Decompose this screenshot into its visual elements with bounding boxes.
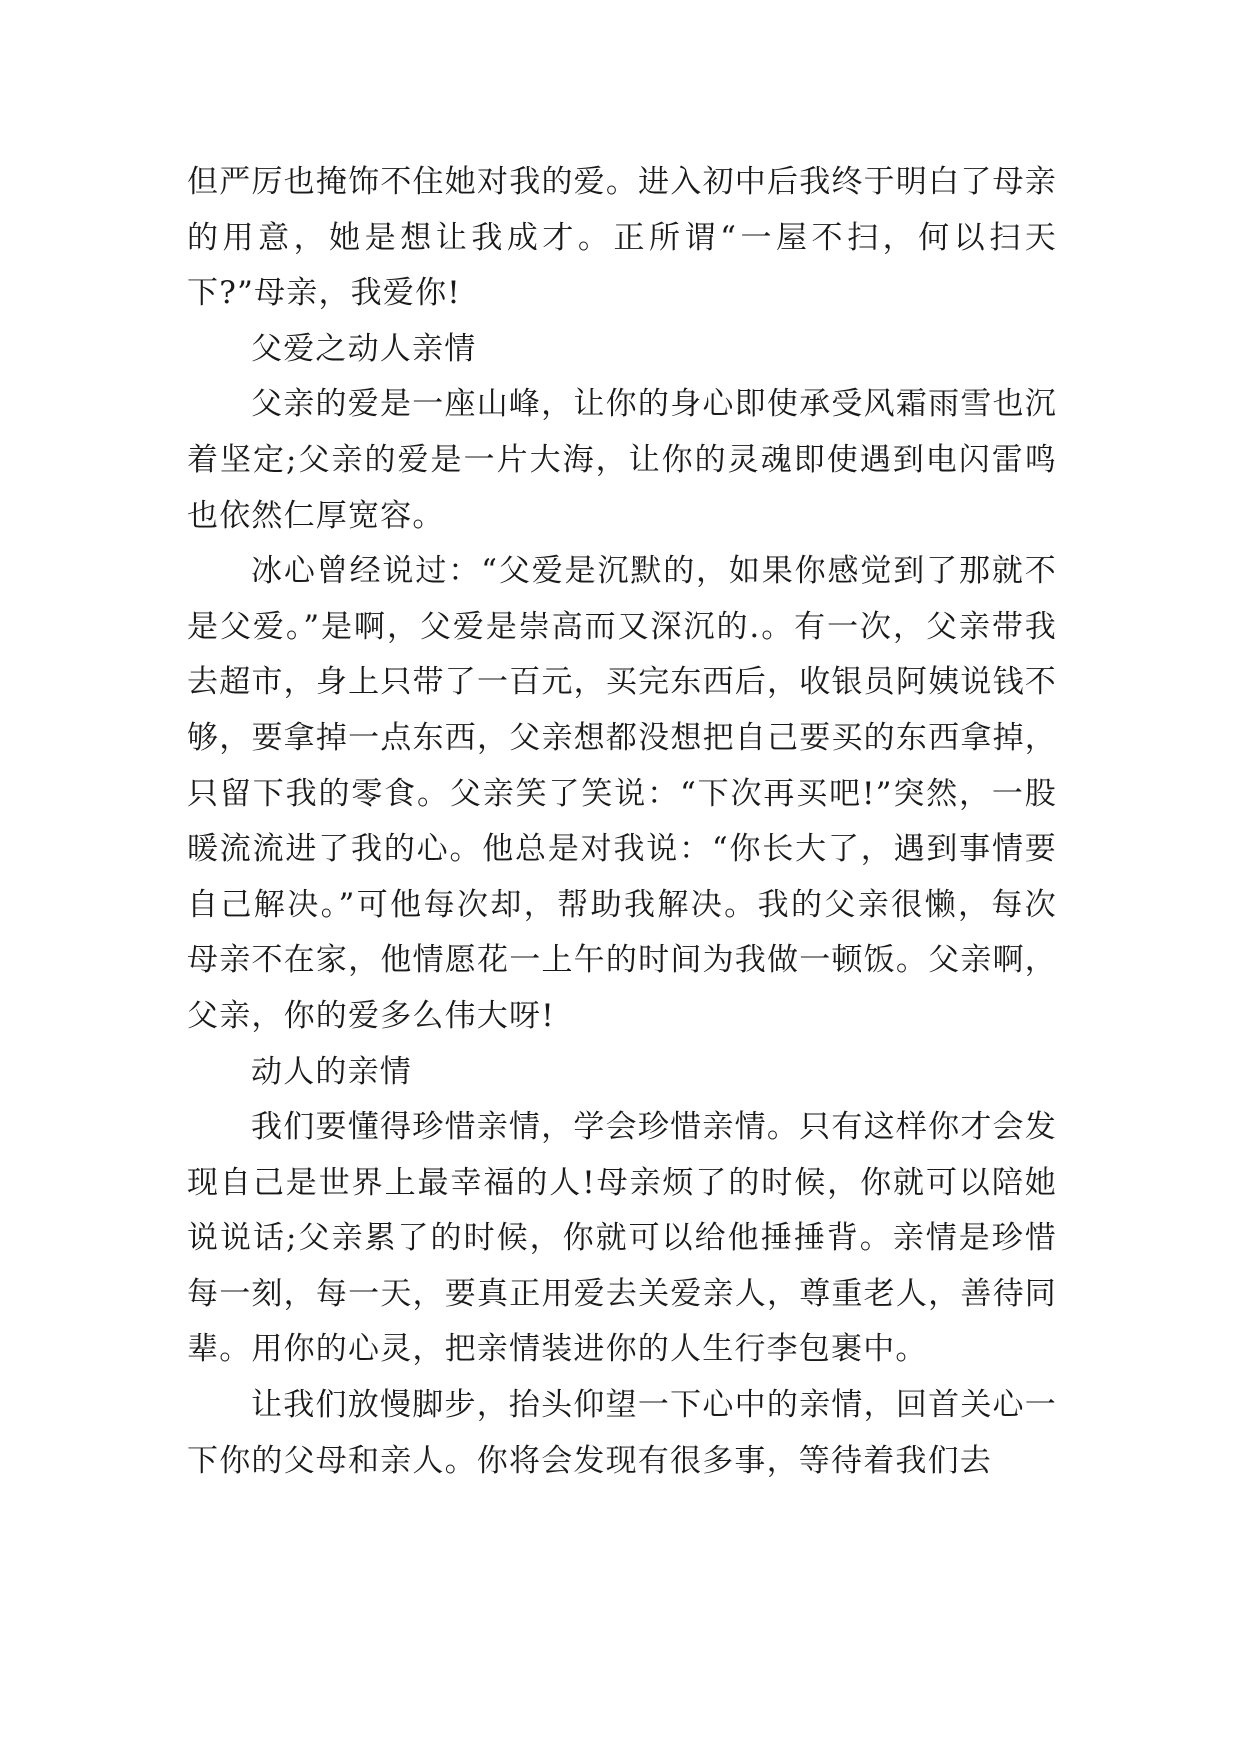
document-body [187, 155, 1057, 1489]
body-paragraph: 但严厉也掩饰不住她对我的爱。进入初中后我终于明白了母亲的用意，她是想让我成才。正所谓“一屋不扫，何以扫天下?”母亲，我爱你! [187, 164, 1057, 312]
body-paragraph: 父亲的爱是一座山峰，让你的身心即使承受风霜雨雪也沉着坚定;父亲的爱是一片大海，让你的灵魂即使遇到电闪雷鸣也依然仁厚宽容。 [187, 386, 1057, 534]
section-heading: 动人的亲情 [251, 1053, 412, 1090]
body-paragraph: 冰心曾经说过：“父爱是沉默的，如果你感觉到了那就不是父爱。”是啊，父爱是崇高而又深沉的.。有一次，父亲带我去超市，身上只带了一百元，买完东西后，收银员阿姨说钱不够，要拿掉一点东西，父亲想都没想把自己要买的东西拿掉，只留下我的零食。父亲笑了笑说：“下次再买吧!”突然，一股暖流流进了我的心。他总是对我说：“你长大了，遇到事情要自己解决。”可他每次却，帮助我解决。我的父亲很懒，每次母亲不在家，他情愿花一上午的时间为我做一顿饭。父亲啊，父亲，你的爱多么伟大呀! [187, 553, 1057, 1034]
section-heading: 父爱之动人亲情 [251, 330, 477, 367]
body-paragraph: 让我们放慢脚步，抬头仰望一下心中的亲情，回首关心一下你的父母和亲人。你将会发现有很多事，等待着我们去 [187, 1387, 1057, 1479]
body-paragraph: 我们要懂得珍惜亲情，学会珍惜亲情。只有这样你才会发现自己是世界上最幸福的人!母亲烦了的时候，你就可以陪她说说话;父亲累了的时候，你就可以给他捶捶背。亲情是珍惜每一刻，每一天，要真正用爱去关爱亲人，尊重老人，善待同辈。用你的心灵，把亲情装进你的人生行李包裹中。 [187, 1109, 1057, 1368]
